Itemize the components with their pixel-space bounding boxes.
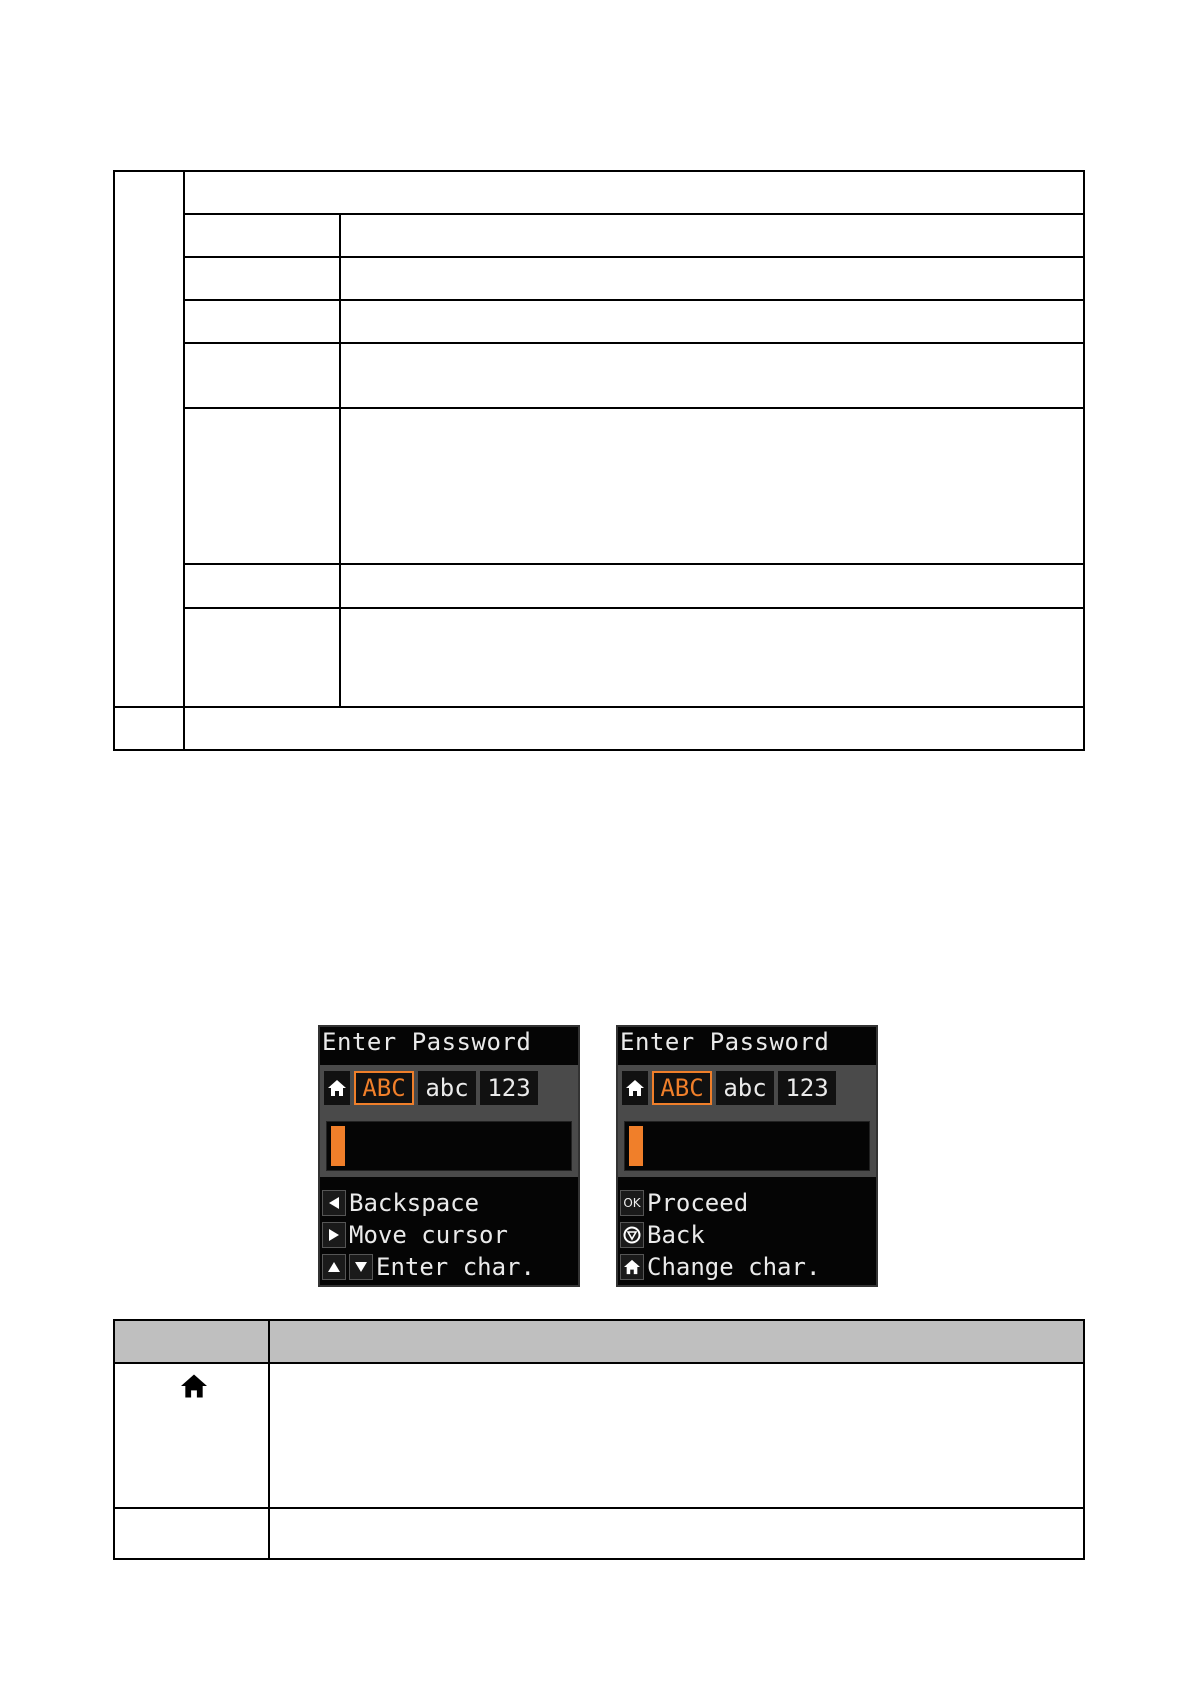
lcd-screen-left (318, 1025, 580, 1287)
mode-tab-uppercase[interactable]: ABC (354, 1071, 414, 1105)
mode-tab-lowercase[interactable]: abc (716, 1071, 774, 1105)
password-input[interactable] (326, 1121, 572, 1171)
password-input[interactable] (624, 1121, 870, 1171)
up-arrow-icon (322, 1254, 346, 1280)
mode-selector (622, 1071, 836, 1105)
home-icon (179, 1373, 209, 1399)
lcd-screen-right (616, 1025, 878, 1287)
down-arrow-icon (349, 1254, 373, 1280)
hint-label: Change char. (647, 1253, 821, 1281)
hint-label: Move cursor (349, 1221, 508, 1249)
hint-row (620, 1252, 820, 1282)
right-arrow-icon (322, 1222, 346, 1248)
home-icon[interactable] (622, 1071, 648, 1105)
mode-tab-uppercase[interactable]: ABC (652, 1071, 712, 1105)
left-arrow-icon (322, 1190, 346, 1216)
hint-row (322, 1220, 508, 1250)
hint-row (322, 1188, 479, 1218)
mode-tab-numeric[interactable]: 123 (480, 1071, 538, 1105)
home-icon (620, 1254, 644, 1280)
hint-row (620, 1220, 705, 1250)
screen-title: Enter Password (322, 1028, 532, 1056)
stop-icon (620, 1222, 644, 1248)
input-panel (618, 1065, 876, 1177)
text-cursor (331, 1126, 345, 1166)
input-panel (320, 1065, 578, 1177)
hint-label: Backspace (349, 1189, 480, 1217)
mode-tab-numeric[interactable]: 123 (778, 1071, 836, 1105)
hint-label: Proceed (647, 1189, 749, 1217)
hint-label: Enter char. (376, 1253, 535, 1281)
table-header-row (114, 1320, 1084, 1364)
text-cursor (629, 1126, 643, 1166)
hint-row (322, 1252, 535, 1282)
hint-label: Back (647, 1221, 705, 1249)
mode-selector (324, 1071, 538, 1105)
home-icon[interactable] (324, 1071, 350, 1105)
ok-key-icon: OK (620, 1190, 644, 1216)
mode-tab-lowercase[interactable]: abc (418, 1071, 476, 1105)
hint-row (620, 1188, 748, 1218)
screen-title: Enter Password (620, 1028, 830, 1056)
